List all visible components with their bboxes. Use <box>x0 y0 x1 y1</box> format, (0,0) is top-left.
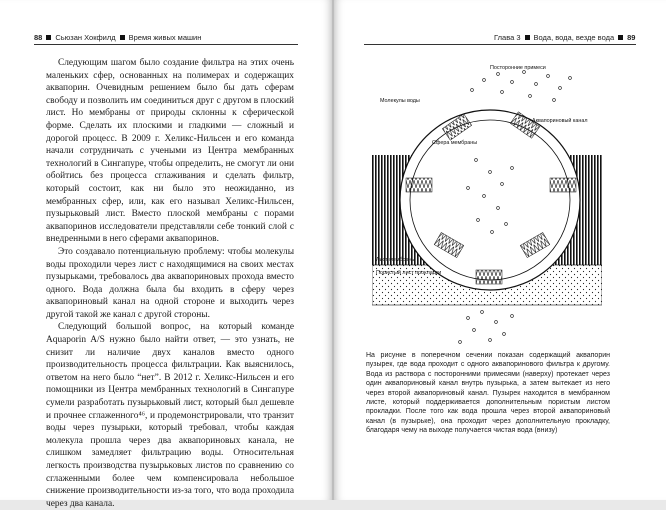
chapter-number: Глава 3 <box>494 32 521 42</box>
figure-caption: На рисунке в поперечном сечении показан содержащий аквапорин пузырек, где вода проходит с одного аквапоринового фильтра к другому. Вода из раствора с посторонними примесями (наверху) протекает через один аквапориновый канал внутрь пузырька, а затем вытекает из него через второй аквапориновый канал. Пузырек находится в мембранном листе, который поддерживается дополнительным пористым листом прокладки. После того как вода прошла через второй аквапориновый канал (в пузырьке), она проходит через дополнительную прокладку, благодаря чему на выходе получается чистая вода (внизу) <box>366 352 610 435</box>
right-header-rule <box>364 44 636 45</box>
label-water-molecules: Молекулы воды <box>380 98 420 104</box>
separator-square-icon <box>525 35 530 40</box>
separator-square-icon <box>46 35 51 40</box>
right-running-head <box>494 30 635 44</box>
paragraph: Это создавало потенциальную проблему: чтобы молекулы воды проходили через лист с находящимися на своих местах пузырьками, требовалось два аквапориновых прохода вместо одного. Вода должна была бы входить в сферу через аквапориновый канал на одной стороне и выходить через другой такой же канал с другой стороны. <box>46 246 294 320</box>
separator-square-icon <box>618 35 623 40</box>
chapter-title: Вода, вода, везде вода <box>533 32 615 42</box>
right-page-number: 89 <box>627 32 636 42</box>
left-page <box>0 0 332 509</box>
left-page-number: 88 <box>34 32 43 42</box>
paragraph: Следующим шагом было создание фильтра на этих очень маленьких сфер, основанных на полимерах и содержащих аквапорин. Очевидным решением было бы дать сферам свободу и позволить им соединиться друг с другом в плоский лист. Но мембраны от природы склонны к сферической форме. Сделать их плоскими и гладкими — сложный и дорогой процесс. В 2009 г. Хеликс-Нильсен и его команда начали сотрудничать с учеными из Центра мембранных технологий в Сингапуре, чтобы определить, не смогут ли они обойтись без процесса сглаживания и сделать фильтр, который состоит, как ни было это неожиданно, из мембранных сфер, или, как его называл Хеликс-Нильсен, пузырьковый лист. Вместо плоской мембраны с порами аквапоринов исследователи представляли себе тонкий слой с внедренными в него сферами аквапоринов. <box>46 58 294 245</box>
left-header-rule <box>34 44 298 45</box>
label-porous-sheet: Пористый лист прокладки <box>376 270 442 276</box>
membrane-sphere <box>400 110 580 290</box>
author-name: Сьюзан Хокфилд <box>55 32 116 42</box>
aquaporin-bubble-diagram <box>372 60 602 350</box>
paragraph: Следующий большой вопрос, на который команде Aquaporin A/S нужно было найти ответ, — это узнать, не снизит ли наличие двух каналов вместо одного производительность процесса фильтрации. Как выяснилось, ответом на него было “нет”. В 2012 г. Хеликс-Нильсен и его помощники из Центра мембранных технологий в Сингапуре сумели разработать пузырьковый лист, который был дешевле и прочнее сглаженного⁴⁶, и продемонстрировали, что транзит воды через пузырьки, который требовал, чтобы каждая молекула прошла через два аквапориновых канала, не слишком замедляет фильтрацию воды. Относительная легкость производства пузырьковых листов по сравнению со сглаженными более чем компенсировала небольшое снижение производительности из-за того, что вода проходила через два канала. <box>46 322 294 509</box>
label-aquaporin-channel: Аквапориновый канал <box>532 118 588 124</box>
book-title: Время живых машин <box>128 32 202 42</box>
separator-square-icon <box>120 35 125 40</box>
label-impurities: Посторонние примеси <box>490 65 546 71</box>
label-membrane-sphere: Сфера мембраны <box>432 140 478 146</box>
left-body-text <box>46 57 294 510</box>
left-running-head <box>34 30 201 44</box>
label-membrane-sheet: Лист мембраны <box>376 257 416 263</box>
